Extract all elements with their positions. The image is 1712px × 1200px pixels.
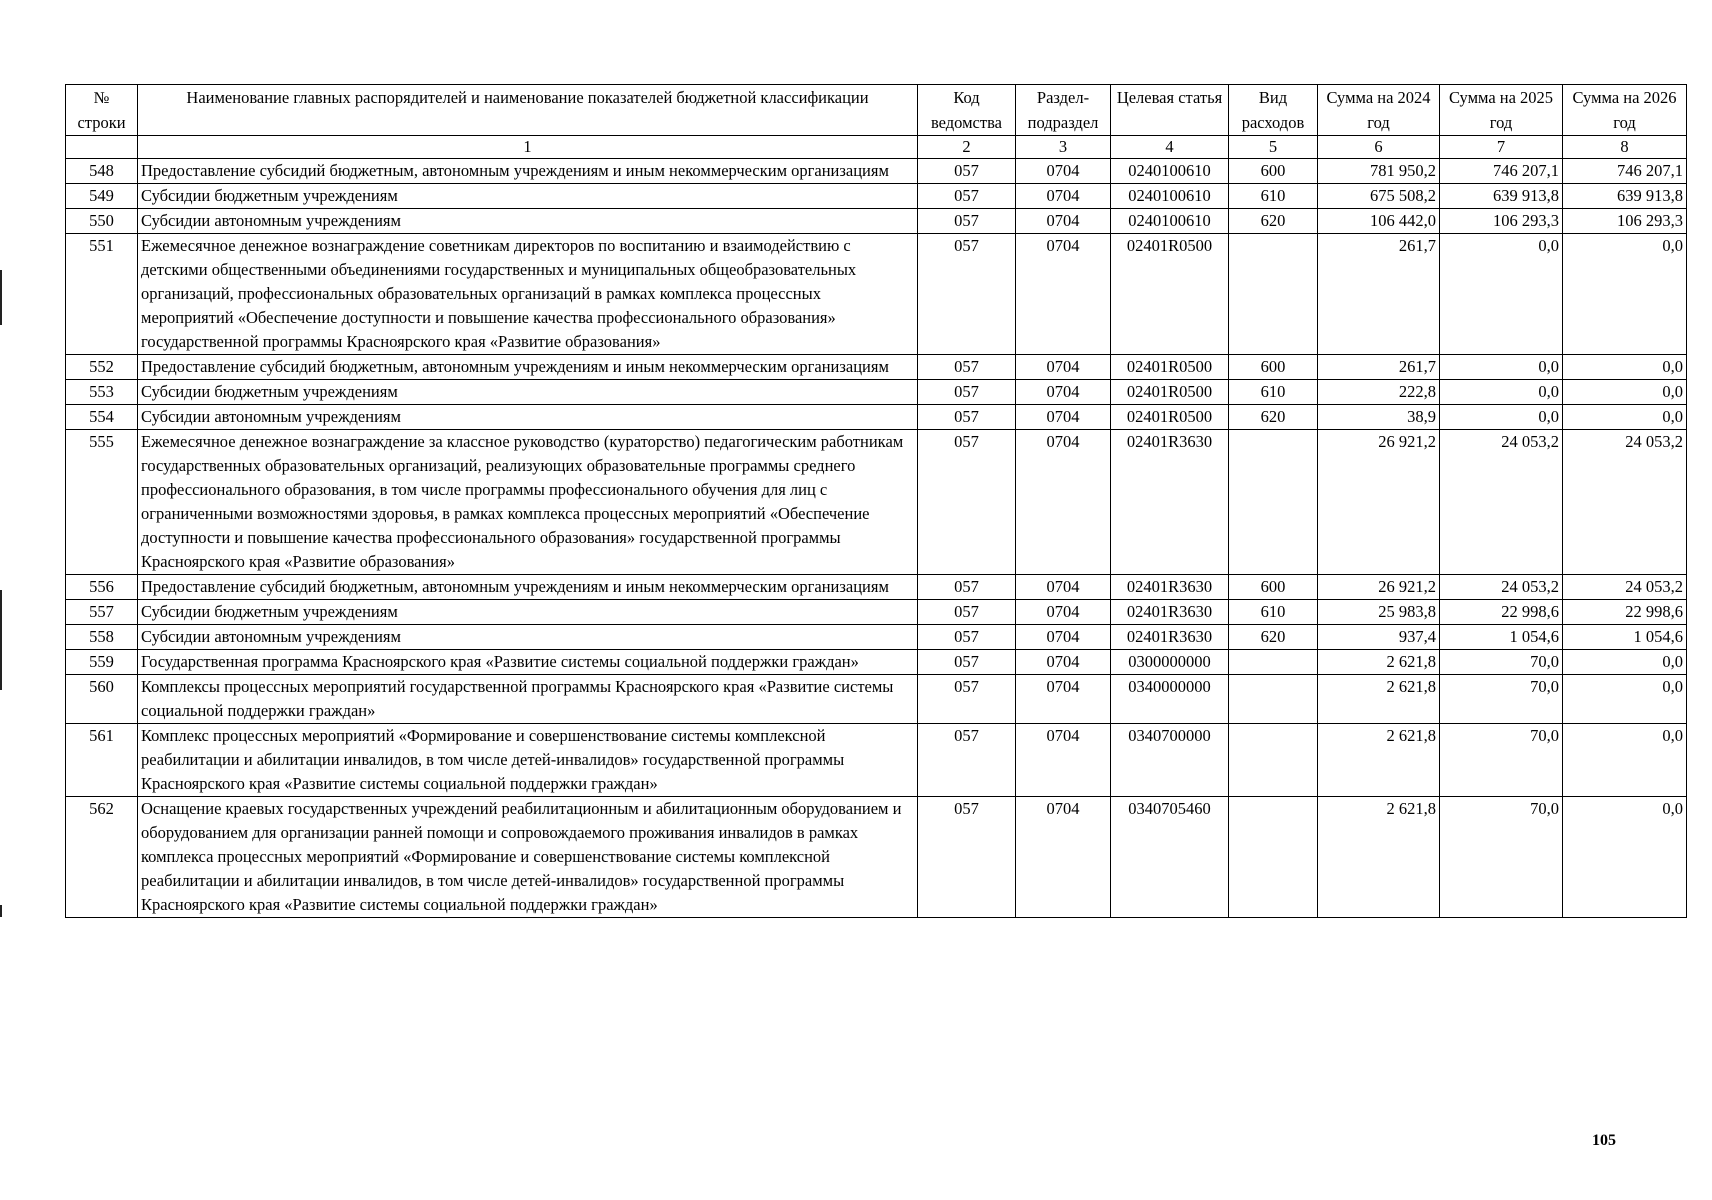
sum-2026: 0,0: [1563, 724, 1687, 797]
sum-2026: 746 207,1: [1563, 159, 1687, 184]
table-row: [66, 600, 1687, 625]
agency-code: 057: [918, 184, 1016, 209]
row-name: Комплекс процессных мероприятий «Формирование и совершенствование системы комплексной реабилитации и абилитации инвалидов, в том числе детей-инвалидов» государственной программы Красноярского края «Развитие системы социальной поддержки граждан»: [138, 724, 918, 797]
table-row: [66, 209, 1687, 234]
row-name: Субсидии бюджетным учреждениям: [138, 600, 918, 625]
expense-type-code: [1229, 675, 1318, 724]
row-number: 555: [66, 430, 138, 575]
section-code: 0704: [1016, 625, 1111, 650]
sum-2024: 106 442,0: [1318, 209, 1440, 234]
section-code: 0704: [1016, 430, 1111, 575]
agency-code: 057: [918, 575, 1016, 600]
agency-code: 057: [918, 234, 1016, 355]
row-name: Государственная программа Красноярского края «Развитие системы социальной поддержки граждан»: [138, 650, 918, 675]
expense-type-code: [1229, 797, 1318, 918]
sum-2024: 2 621,8: [1318, 724, 1440, 797]
sum-2024: 781 950,2: [1318, 159, 1440, 184]
expense-type-code: 600: [1229, 159, 1318, 184]
target-item-code: 0340000000: [1111, 675, 1229, 724]
header-target-item: Целевая статья: [1111, 85, 1229, 136]
sum-2025: 0,0: [1440, 355, 1563, 380]
header-sum-2024: Сумма на 2024 год: [1318, 85, 1440, 136]
row-number: 557: [66, 600, 138, 625]
sum-2025: 70,0: [1440, 650, 1563, 675]
table-row: [66, 797, 1687, 918]
sum-2026: 106 293,3: [1563, 209, 1687, 234]
agency-code: 057: [918, 405, 1016, 430]
expense-type-code: [1229, 430, 1318, 575]
sum-2025: 70,0: [1440, 675, 1563, 724]
column-number: 3: [1016, 136, 1111, 159]
target-item-code: 02401R3630: [1111, 430, 1229, 575]
header-sum-2026: Сумма на 2026 год: [1563, 85, 1687, 136]
header-row-no: № строки: [66, 85, 138, 136]
sum-2025: 70,0: [1440, 724, 1563, 797]
column-number-row: [66, 136, 1687, 159]
row-number: 559: [66, 650, 138, 675]
row-name: Субсидии бюджетным учреждениям: [138, 184, 918, 209]
budget-table: [65, 84, 1687, 918]
section-code: 0704: [1016, 724, 1111, 797]
table-row: [66, 430, 1687, 575]
scan-artifact-line: [0, 590, 2, 690]
column-number: 8: [1563, 136, 1687, 159]
agency-code: 057: [918, 675, 1016, 724]
target-item-code: 0240100610: [1111, 184, 1229, 209]
agency-code: 057: [918, 625, 1016, 650]
row-number: 558: [66, 625, 138, 650]
sum-2026: 24 053,2: [1563, 430, 1687, 575]
section-code: 0704: [1016, 159, 1111, 184]
row-number: 549: [66, 184, 138, 209]
target-item-code: 0340700000: [1111, 724, 1229, 797]
row-number: 548: [66, 159, 138, 184]
sum-2024: 2 621,8: [1318, 650, 1440, 675]
sum-2025: 106 293,3: [1440, 209, 1563, 234]
sum-2024: 261,7: [1318, 355, 1440, 380]
table-header: [66, 85, 1687, 159]
section-code: 0704: [1016, 184, 1111, 209]
table-row: [66, 380, 1687, 405]
column-number: 7: [1440, 136, 1563, 159]
sum-2026: 0,0: [1563, 355, 1687, 380]
table-row: [66, 625, 1687, 650]
column-number: [66, 136, 138, 159]
column-number: 1: [138, 136, 918, 159]
table-body: [66, 159, 1687, 918]
sum-2026: 0,0: [1563, 650, 1687, 675]
table-row: [66, 184, 1687, 209]
sum-2024: 26 921,2: [1318, 575, 1440, 600]
sum-2025: 24 053,2: [1440, 575, 1563, 600]
target-item-code: 02401R3630: [1111, 600, 1229, 625]
section-code: 0704: [1016, 575, 1111, 600]
sum-2026: 0,0: [1563, 405, 1687, 430]
row-number: 560: [66, 675, 138, 724]
expense-type-code: 600: [1229, 355, 1318, 380]
target-item-code: 02401R0500: [1111, 234, 1229, 355]
section-code: 0704: [1016, 675, 1111, 724]
sum-2024: 222,8: [1318, 380, 1440, 405]
agency-code: 057: [918, 600, 1016, 625]
row-name: Субсидии автономным учреждениям: [138, 405, 918, 430]
row-name: Предоставление субсидий бюджетным, автономным учреждениям и иным некоммерческим организациям: [138, 355, 918, 380]
target-item-code: 0240100610: [1111, 159, 1229, 184]
row-name: Ежемесячное денежное вознаграждение за классное руководство (кураторство) педагогическим работникам государственных образовательных организаций, реализующих образовательные программы среднего профессионального образования, в том числе программы профессионального обучения для лиц с ограниченными возможностями здоровья, в рамках комплекса процессных мероприятий «Обеспечение доступности и повышение качества профессионального образования» государственной программы Красноярского края «Развитие образования»: [138, 430, 918, 575]
agency-code: 057: [918, 209, 1016, 234]
expense-type-code: 620: [1229, 405, 1318, 430]
expense-type-code: 610: [1229, 184, 1318, 209]
row-number: 556: [66, 575, 138, 600]
sum-2025: 746 207,1: [1440, 159, 1563, 184]
sum-2025: 70,0: [1440, 797, 1563, 918]
row-name: Субсидии автономным учреждениям: [138, 625, 918, 650]
target-item-code: 0300000000: [1111, 650, 1229, 675]
sum-2025: 1 054,6: [1440, 625, 1563, 650]
sum-2026: 24 053,2: [1563, 575, 1687, 600]
scan-artifact-line: [0, 905, 2, 917]
expense-type-code: [1229, 650, 1318, 675]
agency-code: 057: [918, 724, 1016, 797]
target-item-code: 0240100610: [1111, 209, 1229, 234]
sum-2024: 2 621,8: [1318, 797, 1440, 918]
agency-code: 057: [918, 380, 1016, 405]
section-code: 0704: [1016, 234, 1111, 355]
page-number: 105: [1592, 1132, 1616, 1149]
target-item-code: 02401R0500: [1111, 355, 1229, 380]
agency-code: 057: [918, 797, 1016, 918]
expense-type-code: [1229, 234, 1318, 355]
header-sum-2025: Сумма на 2025 год: [1440, 85, 1563, 136]
agency-code: 057: [918, 355, 1016, 380]
target-item-code: 02401R3630: [1111, 575, 1229, 600]
sum-2024: 2 621,8: [1318, 675, 1440, 724]
header-section: Раздел-подраздел: [1016, 85, 1111, 136]
column-number: 4: [1111, 136, 1229, 159]
sum-2024: 937,4: [1318, 625, 1440, 650]
sum-2025: 639 913,8: [1440, 184, 1563, 209]
section-code: 0704: [1016, 209, 1111, 234]
sum-2024: 675 508,2: [1318, 184, 1440, 209]
column-number: 6: [1318, 136, 1440, 159]
header-expense-type: Вид расходов: [1229, 85, 1318, 136]
sum-2024: 25 983,8: [1318, 600, 1440, 625]
sum-2026: 0,0: [1563, 380, 1687, 405]
section-code: 0704: [1016, 405, 1111, 430]
table-row: [66, 355, 1687, 380]
table-row: [66, 724, 1687, 797]
sum-2025: 22 998,6: [1440, 600, 1563, 625]
target-item-code: 02401R3630: [1111, 625, 1229, 650]
table-row: [66, 234, 1687, 355]
scan-artifact-line: [0, 270, 2, 325]
header-agency-code: Код ведомства: [918, 85, 1016, 136]
expense-type-code: [1229, 724, 1318, 797]
sum-2026: 0,0: [1563, 234, 1687, 355]
sum-2024: 261,7: [1318, 234, 1440, 355]
row-name: Субсидии автономным учреждениям: [138, 209, 918, 234]
expense-type-code: 620: [1229, 209, 1318, 234]
row-number: 554: [66, 405, 138, 430]
section-code: 0704: [1016, 355, 1111, 380]
agency-code: 057: [918, 159, 1016, 184]
row-number: 553: [66, 380, 138, 405]
table-row: [66, 575, 1687, 600]
table-row: [66, 650, 1687, 675]
target-item-code: 02401R0500: [1111, 405, 1229, 430]
row-number: 550: [66, 209, 138, 234]
expense-type-code: 610: [1229, 380, 1318, 405]
table-row: [66, 675, 1687, 724]
section-code: 0704: [1016, 380, 1111, 405]
sum-2026: 639 913,8: [1563, 184, 1687, 209]
sum-2026: 1 054,6: [1563, 625, 1687, 650]
target-item-code: 02401R0500: [1111, 380, 1229, 405]
row-name: Ежемесячное денежное вознаграждение советникам директоров по воспитанию и взаимодействию с детскими общественными объединениями государственных и муниципальных общеобразовательных организаций, профессиональных образовательных организаций в рамках комплекса процессных мероприятий «Обеспечение доступности и повышение качества профессионального образования» государственной программы Красноярского края «Развитие образования»: [138, 234, 918, 355]
column-number: 2: [918, 136, 1016, 159]
sum-2025: 0,0: [1440, 234, 1563, 355]
header-row: [66, 85, 1687, 136]
expense-type-code: 600: [1229, 575, 1318, 600]
sum-2025: 24 053,2: [1440, 430, 1563, 575]
agency-code: 057: [918, 430, 1016, 575]
sum-2025: 0,0: [1440, 405, 1563, 430]
section-code: 0704: [1016, 797, 1111, 918]
sum-2025: 0,0: [1440, 380, 1563, 405]
expense-type-code: 620: [1229, 625, 1318, 650]
sum-2024: 38,9: [1318, 405, 1440, 430]
expense-type-code: 610: [1229, 600, 1318, 625]
row-number: 552: [66, 355, 138, 380]
sum-2024: 26 921,2: [1318, 430, 1440, 575]
agency-code: 057: [918, 650, 1016, 675]
row-number: 551: [66, 234, 138, 355]
section-code: 0704: [1016, 600, 1111, 625]
table-row: [66, 405, 1687, 430]
target-item-code: 0340705460: [1111, 797, 1229, 918]
column-number: 5: [1229, 136, 1318, 159]
sum-2026: 0,0: [1563, 797, 1687, 918]
row-name: Субсидии бюджетным учреждениям: [138, 380, 918, 405]
row-number: 562: [66, 797, 138, 918]
row-name: Комплексы процессных мероприятий государственной программы Красноярского края «Развитие системы социальной поддержки граждан»: [138, 675, 918, 724]
table-row: [66, 159, 1687, 184]
sum-2026: 22 998,6: [1563, 600, 1687, 625]
header-name: Наименование главных распорядителей и наименование показателей бюджетной классификации: [138, 85, 918, 136]
row-name: Предоставление субсидий бюджетным, автономным учреждениям и иным некоммерческим организациям: [138, 159, 918, 184]
row-number: 561: [66, 724, 138, 797]
row-name: Предоставление субсидий бюджетным, автономным учреждениям и иным некоммерческим организациям: [138, 575, 918, 600]
row-name: Оснащение краевых государственных учреждений реабилитационным и абилитационным оборудованием и оборудованием для организации ранней помощи и сопровождаемого проживания инвалидов в рамках комплекса процессных мероприятий «Формирование и совершенствование системы комплексной реабилитации и абилитации инвалидов, в том числе детей-инвалидов» государственной программы Красноярского края «Развитие системы социальной поддержки граждан»: [138, 797, 918, 918]
section-code: 0704: [1016, 650, 1111, 675]
sum-2026: 0,0: [1563, 675, 1687, 724]
